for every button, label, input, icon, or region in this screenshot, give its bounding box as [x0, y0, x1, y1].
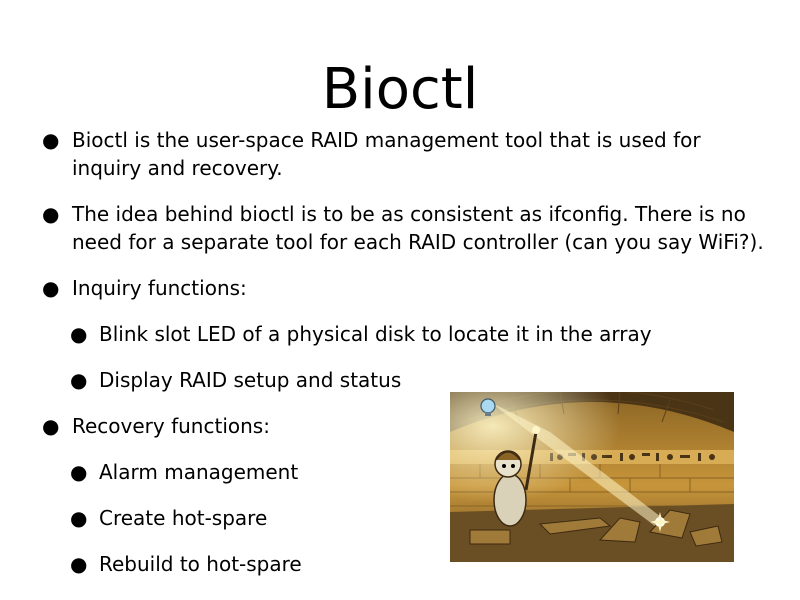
bullet-dot: ●	[42, 202, 60, 226]
sub-bullet-blink-led	[70, 320, 770, 348]
tomb-explorer-illustration	[450, 392, 734, 562]
bullet-dot: ●	[70, 368, 88, 392]
bullet-item-bioctl-tool	[42, 126, 772, 182]
bullet-text: Bioctl is the user-space RAID management tool that is used for inquiry and recovery.	[72, 128, 701, 180]
bullet-dot: ●	[42, 128, 60, 152]
bullet-item-inquiry	[42, 274, 742, 302]
bullet-text: Rebuild to hot-spare	[99, 552, 302, 576]
bullet-dot: ●	[70, 552, 88, 576]
bullet-text: The idea behind bioctl is to be as consistent as ifconfig. There is no need for a separate tool for each RAID controller (can you say WiFi?).	[72, 202, 764, 254]
bullet-text: Alarm management	[99, 460, 299, 484]
bullet-text: Create hot-spare	[99, 506, 268, 530]
bullet-item-recovery	[42, 412, 412, 440]
bullet-item-consistency	[42, 200, 782, 256]
bullet-dot: ●	[70, 506, 88, 530]
sub-bullet-create-hot-spare	[70, 504, 410, 532]
bullet-text: Blink slot LED of a physical disk to locate it in the array	[99, 322, 652, 346]
bullet-dot: ●	[70, 322, 88, 346]
bullet-text: Recovery functions:	[72, 414, 270, 438]
sub-bullet-display-raid	[70, 366, 440, 394]
bullet-text: Display RAID setup and status	[99, 368, 402, 392]
bullet-dot: ●	[70, 460, 88, 484]
sub-bullet-alarm	[70, 458, 410, 486]
bullet-dot: ●	[42, 276, 60, 300]
bullet-text: Inquiry functions:	[72, 276, 247, 300]
sub-bullet-rebuild	[70, 550, 410, 578]
slide-title: Bioctl	[321, 57, 479, 122]
bullet-dot: ●	[42, 414, 60, 438]
